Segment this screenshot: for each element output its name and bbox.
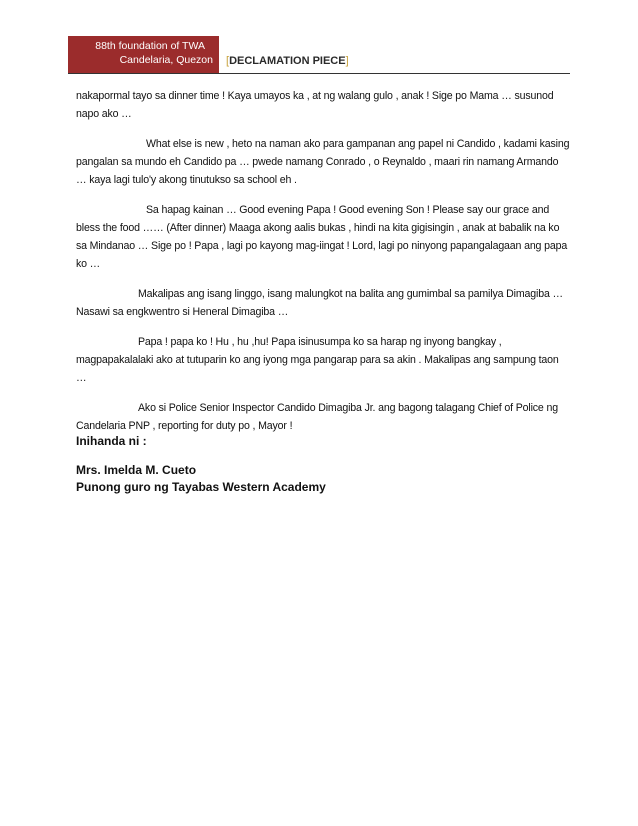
header-organization-box [68, 36, 219, 74]
paragraph: Ako si Police Senior Inspector Candido Dimagiba Jr. ang bagong talagang Chief of Police ng Candelaria PNP , reporting for duty po , Mayor ! [76, 402, 558, 432]
paragraph: nakapormal tayo sa dinner time ! Kaya umayos ka , at ng walang gulo , anak ! Sige po Mama … susunod napo ako … [76, 90, 554, 120]
paragraph: Papa ! papa ko ! Hu , hu ,hu! Papa isinusumpa ko sa harap ng inyong bangkay , magpapakalalaki ako at tutuparin ko ang iyong mga pangarap para sa akin . Makalipas ang sampung taon … [76, 336, 559, 384]
author-position: Punong guro ng Tayabas Western Academy [76, 480, 326, 494]
title-close-bracket: ] [345, 55, 349, 67]
title-text: DECLAMATION PIECE [229, 55, 346, 67]
title-open-bracket: [ [226, 55, 230, 67]
document-title [226, 55, 349, 67]
author-name: Mrs. Imelda M. Cueto [76, 463, 197, 477]
paragraph: What else is new , heto na naman ako para gampanan ang papel ni Candido , kadami kasing pangalan sa mundo eh Candido pa … pwede namang Conrado , o Reynaldo , maari rin namang Armando … kaya lagi tulo'y akong tinutukso sa school eh . [76, 138, 570, 186]
header-org-line2: Candelaria, Quezon [119, 54, 213, 66]
signature-block [76, 433, 326, 496]
declamation-body [76, 87, 570, 447]
header-divider [68, 73, 570, 74]
paragraph: Makalipas ang isang linggo, isang malungkot na balita ang gumimbal sa pamilya Dimagiba … Nasawi sa engkwentro si Heneral Dimagiba … [76, 288, 563, 318]
paragraph: Sa hapag kainan … Good evening Papa ! Good evening Son ! Please say our grace and bless the food …… (After dinner) Maaga akong aalis bukas , hindi na kita gigisingin , anak at babalik na ko sa Mindanao … Sige po ! Papa , lagi po kayong mag-iingat ! Lord, lagi po ninyong papangalagaan ang papa ko … [76, 204, 568, 270]
header-org-line1: 88th foundation of TWA [95, 40, 205, 52]
prepared-by-label: Inihanda ni : [76, 434, 147, 448]
